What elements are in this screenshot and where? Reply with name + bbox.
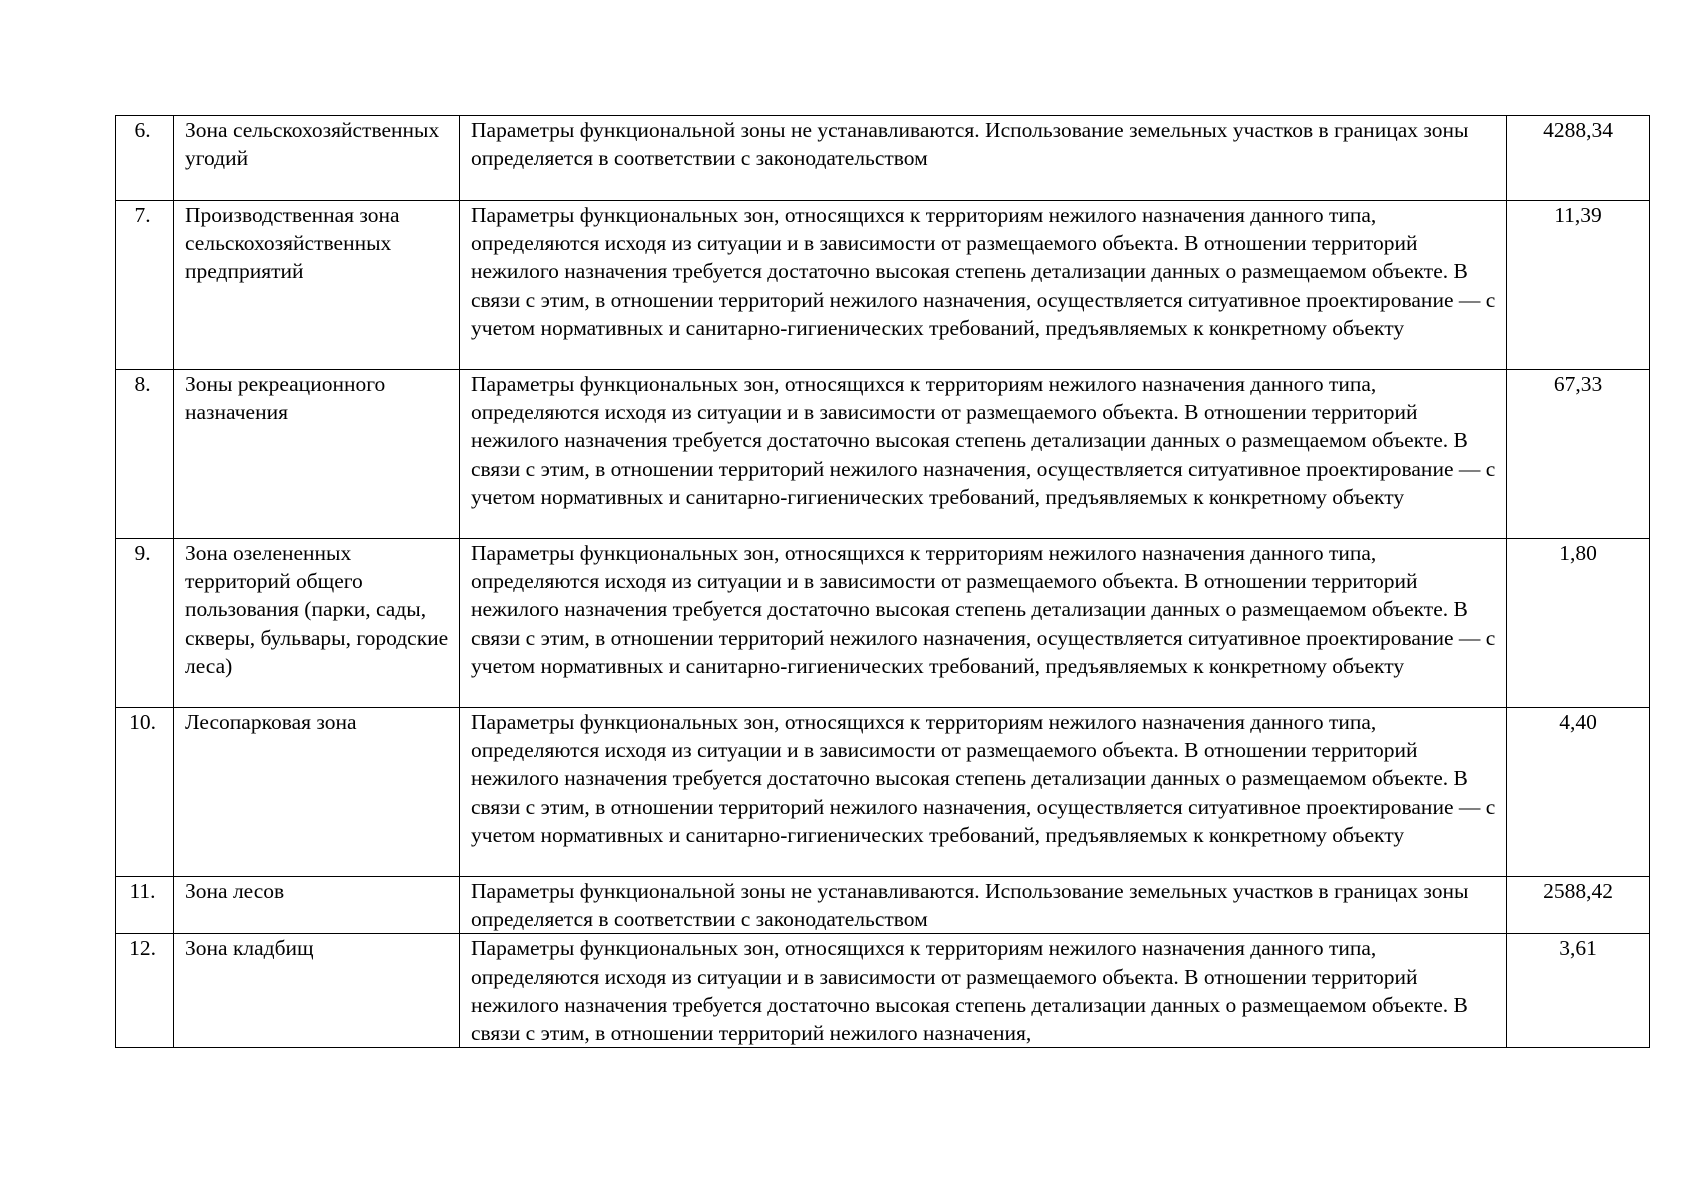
table-row xyxy=(116,201,1650,370)
row-number: 9. xyxy=(134,541,151,565)
zone-area-cell xyxy=(1507,116,1650,201)
table-row xyxy=(116,877,1650,934)
zone-area-cell xyxy=(1507,201,1650,370)
zone-parameters-cell xyxy=(460,116,1507,201)
zone-name: Зона сельскохозяйственных угодий xyxy=(185,118,440,171)
row-number: 7. xyxy=(134,203,151,227)
zone-area: 67,33 xyxy=(1553,372,1603,396)
row-number-cell xyxy=(116,201,174,370)
row-number-cell xyxy=(116,539,174,708)
zone-area-cell xyxy=(1507,934,1650,1048)
row-number: 12. xyxy=(129,936,156,961)
zone-name: Зона кладбищ xyxy=(185,936,314,961)
zone-name: Зона озелененных территорий общего пользования (парки, сады, скверы, бульвары, городские леса) xyxy=(185,541,449,678)
zone-area: 4288,34 xyxy=(1543,118,1613,142)
row-number: 10. xyxy=(129,710,156,734)
table-row xyxy=(116,116,1650,201)
zone-name-cell xyxy=(174,877,460,934)
row-number-cell xyxy=(116,708,174,877)
zone-parameters: Параметры функциональной зоны не устанавливаются. Использование земельных участков в границах зоны определяется в соответствии с законодательством xyxy=(471,118,1469,171)
zone-area: 3,61 xyxy=(1559,936,1597,961)
row-number-cell xyxy=(116,934,174,1048)
zone-name-cell xyxy=(174,370,460,539)
zone-parameters: Параметры функциональных зон, относящихся к территориям нежилого назначения данного типа, определяются исходя из ситуации и в зависимости от размещаемого объекта. В отношении территорий нежилого назначения требуется достаточно высокая степень детализации данных о размещаемом объекте. В связи с этим, в отношении территорий нежилого назначения, осуществляется ситуативное проектирование — с учетом нормативных и санитарно-гигиенических требований, предъявляемых к конкретному объекту xyxy=(471,372,1496,509)
zone-area-cell xyxy=(1507,370,1650,539)
zone-parameters-cell xyxy=(460,708,1507,877)
zone-name: Зона лесов xyxy=(185,879,285,903)
zone-name: Производственная зона сельскохозяйственных предприятий xyxy=(185,203,400,284)
zone-area-cell xyxy=(1507,539,1650,708)
zone-parameters-cell xyxy=(460,370,1507,539)
zone-area: 2588,42 xyxy=(1543,879,1613,903)
zone-name: Лесопарковая зона xyxy=(185,710,357,734)
zone-area: 4,40 xyxy=(1559,710,1597,734)
row-number-cell xyxy=(116,116,174,201)
zone-name-cell xyxy=(174,116,460,201)
zone-name-cell xyxy=(174,708,460,877)
table-row xyxy=(116,370,1650,539)
zone-parameters-cell xyxy=(460,539,1507,708)
table-row xyxy=(116,539,1650,708)
functional-zones-table xyxy=(115,115,1650,1048)
zone-area: 11,39 xyxy=(1554,203,1602,227)
zone-parameters: Параметры функциональных зон, относящихся к территориям нежилого назначения данного типа, определяются исходя из ситуации и в зависимости от размещаемого объекта. В отношении территорий нежилого назначения требуется достаточно высокая степень детализации данных о размещаемом объекте. В связи с этим, в отношении территорий нежилого назначения, xyxy=(471,936,1468,1046)
zone-area: 1,80 xyxy=(1559,541,1597,565)
zone-name-cell xyxy=(174,934,460,1048)
zone-parameters: Параметры функциональных зон, относящихся к территориям нежилого назначения данного типа, определяются исходя из ситуации и в зависимости от размещаемого объекта. В отношении территорий нежилого назначения требуется достаточно высокая степень детализации данных о размещаемом объекте. В связи с этим, в отношении территорий нежилого назначения, осуществляется ситуативное проектирование — с учетом нормативных и санитарно-гигиенических требований, предъявляемых к конкретному объекту xyxy=(471,710,1496,847)
zone-name: Зоны рекреационного назначения xyxy=(185,372,386,425)
table-row xyxy=(116,708,1650,877)
row-number: 8. xyxy=(134,372,151,396)
zone-parameters-cell xyxy=(460,877,1507,934)
row-number-cell xyxy=(116,877,174,934)
table-row xyxy=(116,934,1650,1048)
row-number: 11. xyxy=(129,879,156,903)
row-number: 6. xyxy=(134,118,151,142)
zone-area-cell xyxy=(1507,877,1650,934)
row-number-cell xyxy=(116,370,174,539)
zone-parameters: Параметры функциональных зон, относящихся к территориям нежилого назначения данного типа, определяются исходя из ситуации и в зависимости от размещаемого объекта. В отношении территорий нежилого назначения требуется достаточно высокая степень детализации данных о размещаемом объекте. В связи с этим, в отношении территорий нежилого назначения, осуществляется ситуативное проектирование — с учетом нормативных и санитарно-гигиенических требований, предъявляемых к конкретному объекту xyxy=(471,203,1496,340)
zone-parameters-cell xyxy=(460,934,1507,1048)
zone-name-cell xyxy=(174,539,460,708)
zone-parameters-cell xyxy=(460,201,1507,370)
zone-name-cell xyxy=(174,201,460,370)
zone-parameters: Параметры функциональной зоны не устанавливаются. Использование земельных участков в границах зоны определяется в соответствии с законодательством xyxy=(471,879,1469,932)
zone-parameters: Параметры функциональных зон, относящихся к территориям нежилого назначения данного типа, определяются исходя из ситуации и в зависимости от размещаемого объекта. В отношении территорий нежилого назначения требуется достаточно высокая степень детализации данных о размещаемом объекте. В связи с этим, в отношении территорий нежилого назначения, осуществляется ситуативное проектирование — с учетом нормативных и санитарно-гигиенических требований, предъявляемых к конкретному объекту xyxy=(471,541,1496,678)
zone-area-cell xyxy=(1507,708,1650,877)
